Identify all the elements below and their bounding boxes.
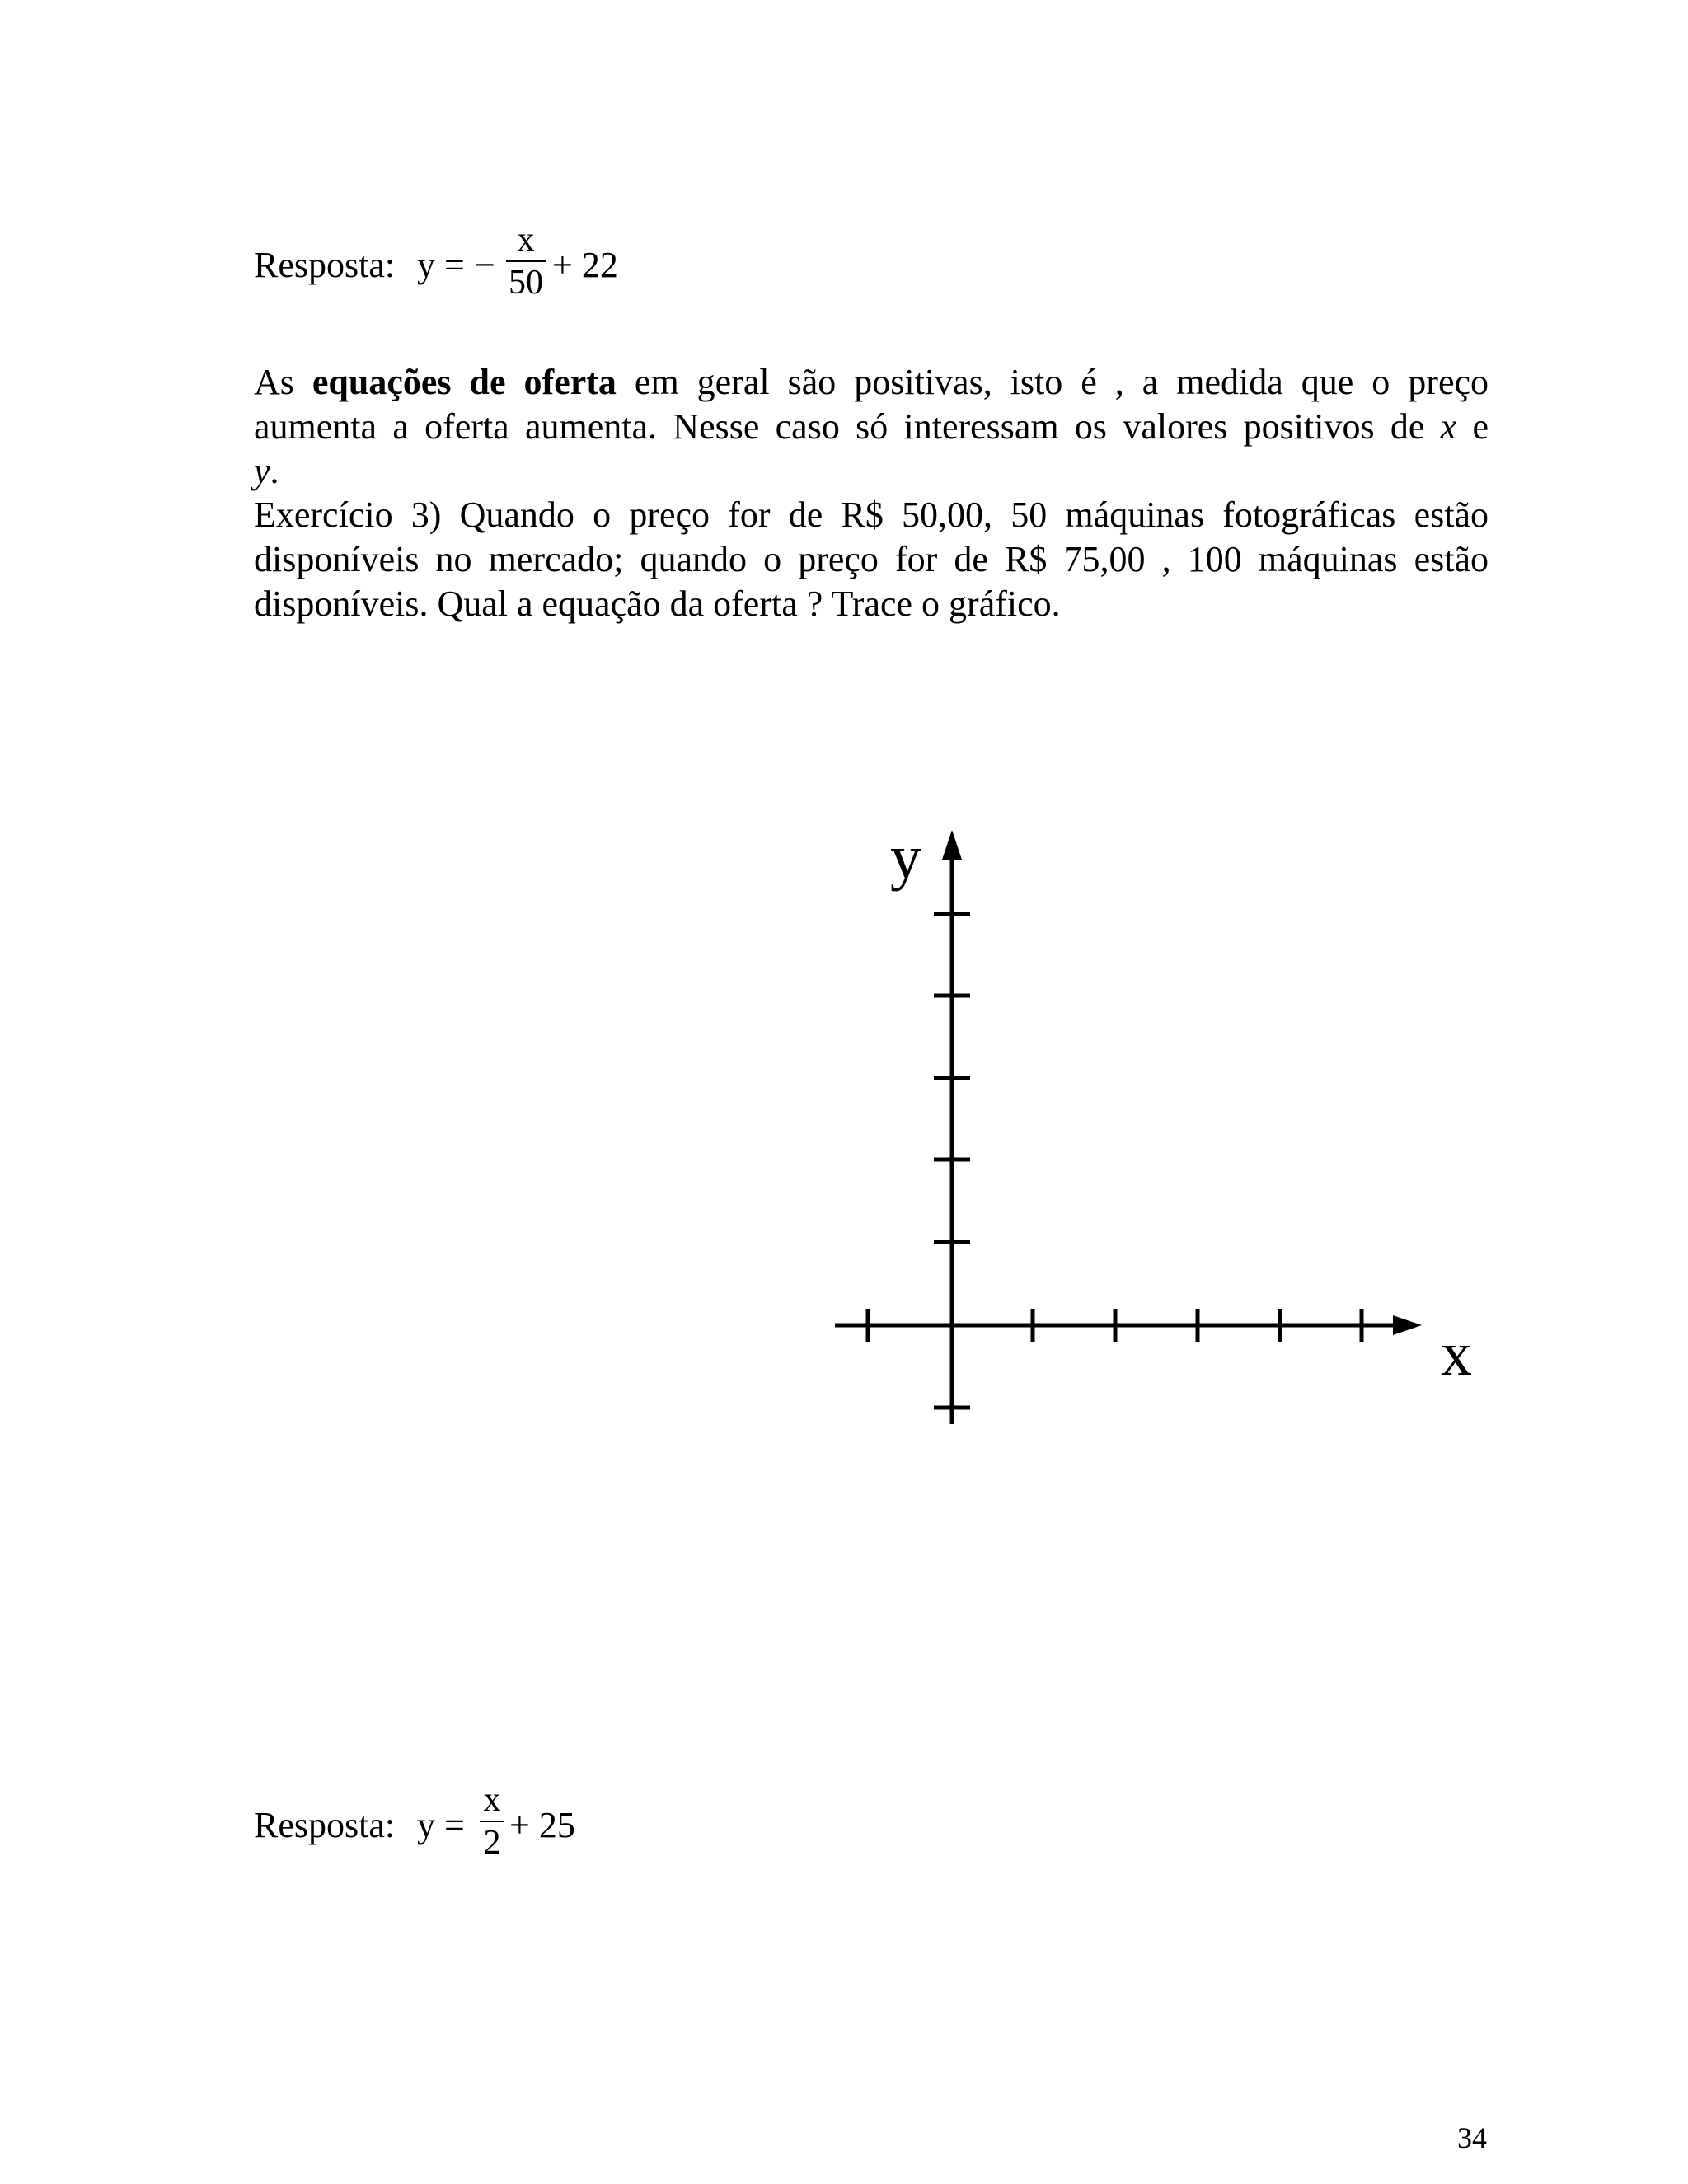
- answer-2-rest: + 25: [509, 1805, 575, 1845]
- y-axis: [942, 830, 962, 1424]
- paragraph-line: aumenta a oferta aumenta. Nesse caso só interessam os valores positivos de x e: [254, 406, 1489, 447]
- answer-2-denominator: 2: [483, 1824, 501, 1862]
- answer-1-numerator: x: [517, 221, 535, 259]
- y-axis-arrowhead: [942, 830, 962, 860]
- answer-2-label: Resposta:: [254, 1805, 396, 1845]
- page-number: 34: [1457, 2121, 1487, 2154]
- exercise-line: Exercício 3) Quando o preço for de R$ 50,00, 50 máquinas fotográficas estão: [254, 494, 1489, 535]
- answer-1-denominator: 50: [509, 264, 543, 302]
- fraction-bar: [480, 1821, 504, 1822]
- x-axis: [835, 1315, 1422, 1335]
- exercise-line: disponíveis no mercado; quando o preço for de R$ 75,00 , 100 máquinas estão: [254, 539, 1489, 579]
- paragraph-line: y.: [254, 451, 279, 491]
- answer-2-equation: [254, 1781, 600, 1882]
- x-axis-label: x: [1441, 1319, 1472, 1389]
- answer-1-lhs: y =: [417, 245, 465, 285]
- italic-variable: y: [254, 451, 270, 491]
- answer-1-label: Resposta:: [254, 245, 396, 285]
- answer-2-fraction: [480, 1783, 504, 1860]
- answer-1-rest: + 22: [552, 245, 618, 285]
- answer-2-numerator: x: [483, 1781, 501, 1819]
- x-axis-arrowhead: [1393, 1315, 1422, 1335]
- paragraph-line: As equações de oferta em geral são positivas, isto é , a medida que o preço: [254, 362, 1489, 402]
- answer-1-minus-sign: −: [475, 245, 495, 285]
- answer-2-lhs: y =: [417, 1805, 465, 1845]
- italic-variable: x: [1440, 406, 1457, 447]
- y-axis-label: y: [890, 823, 921, 892]
- exercise-line: disponíveis. Qual a equação da oferta ? Trace o gráfico.: [254, 583, 1061, 624]
- bold-term: equações de oferta: [312, 362, 617, 402]
